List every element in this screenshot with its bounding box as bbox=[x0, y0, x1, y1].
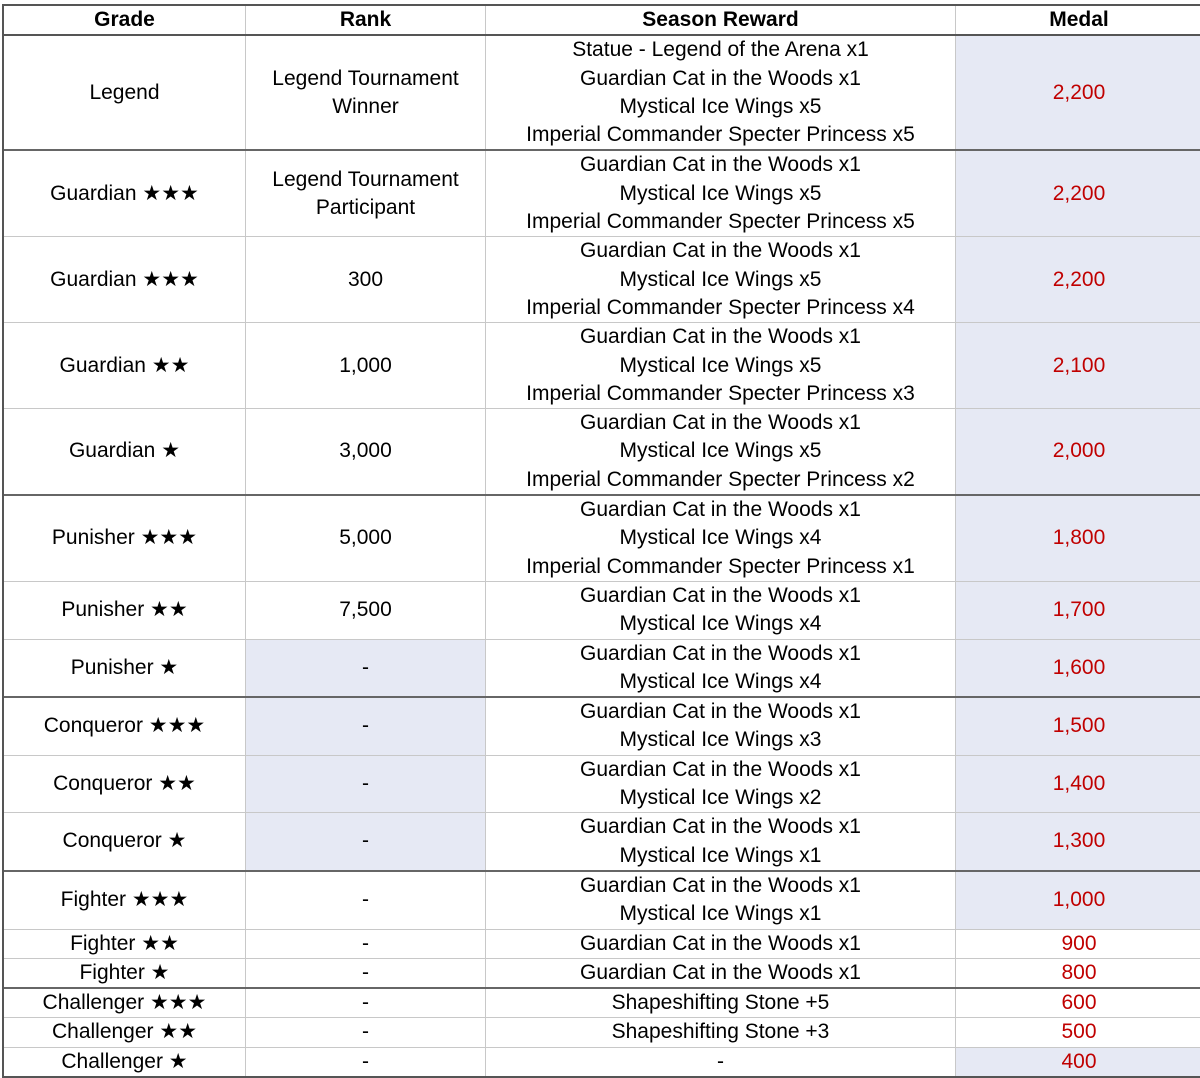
rank-cell bbox=[246, 697, 486, 755]
reward-line: Mystical Ice Wings x5 bbox=[486, 180, 955, 208]
reward-line: Guardian Cat in the Woods x1 bbox=[486, 496, 955, 524]
grade-cell: Challenger ★★ bbox=[3, 1018, 246, 1047]
grade-cell: Challenger ★★★ bbox=[3, 988, 246, 1018]
header-rank: Rank bbox=[246, 5, 486, 35]
reward-line: Mystical Ice Wings x4 bbox=[486, 524, 955, 552]
rank-line: - bbox=[246, 770, 485, 798]
reward-line: Guardian Cat in the Woods x1 bbox=[486, 582, 955, 610]
reward-line: Shapeshifting Stone +3 bbox=[486, 1018, 955, 1046]
grade-cell: Fighter ★★★ bbox=[3, 871, 246, 929]
season-reward-cell bbox=[486, 813, 956, 871]
rank-line: - bbox=[246, 886, 485, 914]
reward-line: Guardian Cat in the Woods x1 bbox=[486, 930, 955, 958]
season-reward-cell bbox=[486, 929, 956, 958]
table-row bbox=[3, 237, 1200, 323]
medal-cell: 2,000 bbox=[956, 409, 1200, 495]
medal-cell: 1,000 bbox=[956, 871, 1200, 929]
medal-cell: 1,800 bbox=[956, 495, 1200, 581]
rank-line: 3,000 bbox=[246, 437, 485, 465]
rank-cell bbox=[246, 988, 486, 1018]
season-reward-table bbox=[2, 4, 1200, 1078]
season-reward-cell bbox=[486, 1018, 956, 1047]
rank-cell bbox=[246, 35, 486, 150]
table-row bbox=[3, 697, 1200, 755]
rank-cell bbox=[246, 495, 486, 581]
rank-line: 5,000 bbox=[246, 524, 485, 552]
reward-line: Shapeshifting Stone +5 bbox=[486, 989, 955, 1017]
rank-line: - bbox=[246, 989, 485, 1017]
header-season-reward: Season Reward bbox=[486, 5, 956, 35]
season-reward-cell bbox=[486, 958, 956, 988]
medal-cell: 1,400 bbox=[956, 755, 1200, 813]
rank-line: Legend Tournament bbox=[246, 65, 485, 93]
season-reward-cell bbox=[486, 755, 956, 813]
season-reward-cell bbox=[486, 1047, 956, 1077]
rank-line: - bbox=[246, 1018, 485, 1046]
reward-line: Imperial Commander Specter Princess x5 bbox=[486, 208, 955, 236]
table-body bbox=[3, 35, 1200, 1077]
reward-line: Guardian Cat in the Woods x1 bbox=[486, 151, 955, 179]
reward-line: Mystical Ice Wings x2 bbox=[486, 784, 955, 812]
reward-line: Imperial Commander Specter Princess x5 bbox=[486, 121, 955, 149]
reward-line: Mystical Ice Wings x5 bbox=[486, 437, 955, 465]
rank-line: Participant bbox=[246, 194, 485, 222]
reward-line: Statue - Legend of the Arena x1 bbox=[486, 36, 955, 64]
season-reward-cell bbox=[486, 639, 956, 697]
reward-line: Mystical Ice Wings x5 bbox=[486, 352, 955, 380]
grade-cell: Fighter ★★ bbox=[3, 929, 246, 958]
reward-line: Guardian Cat in the Woods x1 bbox=[486, 813, 955, 841]
reward-line: Guardian Cat in the Woods x1 bbox=[486, 323, 955, 351]
season-reward-cell bbox=[486, 150, 956, 236]
table-row bbox=[3, 581, 1200, 639]
reward-line: Guardian Cat in the Woods x1 bbox=[486, 65, 955, 93]
table-row bbox=[3, 958, 1200, 988]
season-reward-cell bbox=[486, 871, 956, 929]
rank-line: - bbox=[246, 827, 485, 855]
reward-line: Guardian Cat in the Woods x1 bbox=[486, 959, 955, 987]
grade-cell: Punisher ★ bbox=[3, 639, 246, 697]
grade-cell: Guardian ★★ bbox=[3, 323, 246, 409]
rank-cell bbox=[246, 1047, 486, 1077]
reward-line: Guardian Cat in the Woods x1 bbox=[486, 237, 955, 265]
rank-line: 1,000 bbox=[246, 352, 485, 380]
reward-line: Mystical Ice Wings x1 bbox=[486, 842, 955, 870]
season-reward-cell bbox=[486, 581, 956, 639]
medal-cell: 2,100 bbox=[956, 323, 1200, 409]
rank-cell bbox=[246, 755, 486, 813]
table-row bbox=[3, 639, 1200, 697]
rank-cell bbox=[246, 409, 486, 495]
grade-cell: Guardian ★ bbox=[3, 409, 246, 495]
reward-line: Imperial Commander Specter Princess x1 bbox=[486, 553, 955, 581]
rank-line: 300 bbox=[246, 266, 485, 294]
medal-cell: 1,300 bbox=[956, 813, 1200, 871]
table-row bbox=[3, 988, 1200, 1018]
medal-cell: 2,200 bbox=[956, 237, 1200, 323]
rank-cell bbox=[246, 813, 486, 871]
medal-cell: 1,500 bbox=[956, 697, 1200, 755]
grade-cell: Punisher ★★ bbox=[3, 581, 246, 639]
rank-cell bbox=[246, 958, 486, 988]
reward-line: Mystical Ice Wings x5 bbox=[486, 266, 955, 294]
reward-line: Mystical Ice Wings x4 bbox=[486, 668, 955, 696]
medal-cell: 1,700 bbox=[956, 581, 1200, 639]
grade-cell: Conqueror ★★ bbox=[3, 755, 246, 813]
reward-line: - bbox=[486, 1048, 955, 1076]
season-reward-cell bbox=[486, 495, 956, 581]
season-reward-cell bbox=[486, 35, 956, 150]
table-row bbox=[3, 929, 1200, 958]
medal-cell: 500 bbox=[956, 1018, 1200, 1047]
rank-line: - bbox=[246, 1048, 485, 1076]
reward-line: Guardian Cat in the Woods x1 bbox=[486, 409, 955, 437]
grade-cell: Conqueror ★ bbox=[3, 813, 246, 871]
reward-line: Mystical Ice Wings x1 bbox=[486, 900, 955, 928]
rank-line: - bbox=[246, 712, 485, 740]
medal-cell: 1,600 bbox=[956, 639, 1200, 697]
table-row bbox=[3, 813, 1200, 871]
reward-line: Mystical Ice Wings x3 bbox=[486, 726, 955, 754]
reward-line: Guardian Cat in the Woods x1 bbox=[486, 872, 955, 900]
medal-cell: 400 bbox=[956, 1047, 1200, 1077]
rank-cell bbox=[246, 237, 486, 323]
medal-cell: 800 bbox=[956, 958, 1200, 988]
medal-cell: 900 bbox=[956, 929, 1200, 958]
rank-cell bbox=[246, 1018, 486, 1047]
season-reward-cell bbox=[486, 697, 956, 755]
table-row bbox=[3, 409, 1200, 495]
table-row bbox=[3, 755, 1200, 813]
table-row bbox=[3, 323, 1200, 409]
rank-line: Winner bbox=[246, 93, 485, 121]
reward-line: Guardian Cat in the Woods x1 bbox=[486, 698, 955, 726]
table-row bbox=[3, 35, 1200, 150]
rank-line: - bbox=[246, 654, 485, 682]
reward-line: Imperial Commander Specter Princess x4 bbox=[486, 294, 955, 322]
table-row bbox=[3, 1047, 1200, 1077]
grade-cell: Punisher ★★★ bbox=[3, 495, 246, 581]
header-row bbox=[3, 5, 1200, 35]
grade-cell: Conqueror ★★★ bbox=[3, 697, 246, 755]
table-row bbox=[3, 150, 1200, 236]
table-row bbox=[3, 1018, 1200, 1047]
season-reward-cell bbox=[486, 237, 956, 323]
table-row bbox=[3, 495, 1200, 581]
rank-cell bbox=[246, 929, 486, 958]
medal-cell: 2,200 bbox=[956, 35, 1200, 150]
season-reward-cell bbox=[486, 323, 956, 409]
grade-cell: Challenger ★ bbox=[3, 1047, 246, 1077]
rank-cell bbox=[246, 639, 486, 697]
grade-cell: Legend bbox=[3, 35, 246, 150]
rank-cell bbox=[246, 150, 486, 236]
reward-line: Guardian Cat in the Woods x1 bbox=[486, 756, 955, 784]
header-grade: Grade bbox=[3, 5, 246, 35]
medal-cell: 2,200 bbox=[956, 150, 1200, 236]
rank-cell bbox=[246, 871, 486, 929]
rank-cell bbox=[246, 581, 486, 639]
reward-line: Imperial Commander Specter Princess x3 bbox=[486, 380, 955, 408]
medal-cell: 600 bbox=[956, 988, 1200, 1018]
rank-line: Legend Tournament bbox=[246, 166, 485, 194]
reward-line: Imperial Commander Specter Princess x2 bbox=[486, 466, 955, 494]
header-medal: Medal bbox=[956, 5, 1200, 35]
grade-cell: Guardian ★★★ bbox=[3, 150, 246, 236]
reward-line: Mystical Ice Wings x4 bbox=[486, 610, 955, 638]
grade-cell: Guardian ★★★ bbox=[3, 237, 246, 323]
grade-cell: Fighter ★ bbox=[3, 958, 246, 988]
reward-line: Mystical Ice Wings x5 bbox=[486, 93, 955, 121]
rank-line: - bbox=[246, 930, 485, 958]
rank-cell bbox=[246, 323, 486, 409]
season-reward-cell bbox=[486, 988, 956, 1018]
table-row bbox=[3, 871, 1200, 929]
rank-line: 7,500 bbox=[246, 596, 485, 624]
rank-line: - bbox=[246, 959, 485, 987]
season-reward-cell bbox=[486, 409, 956, 495]
reward-line: Guardian Cat in the Woods x1 bbox=[486, 640, 955, 668]
